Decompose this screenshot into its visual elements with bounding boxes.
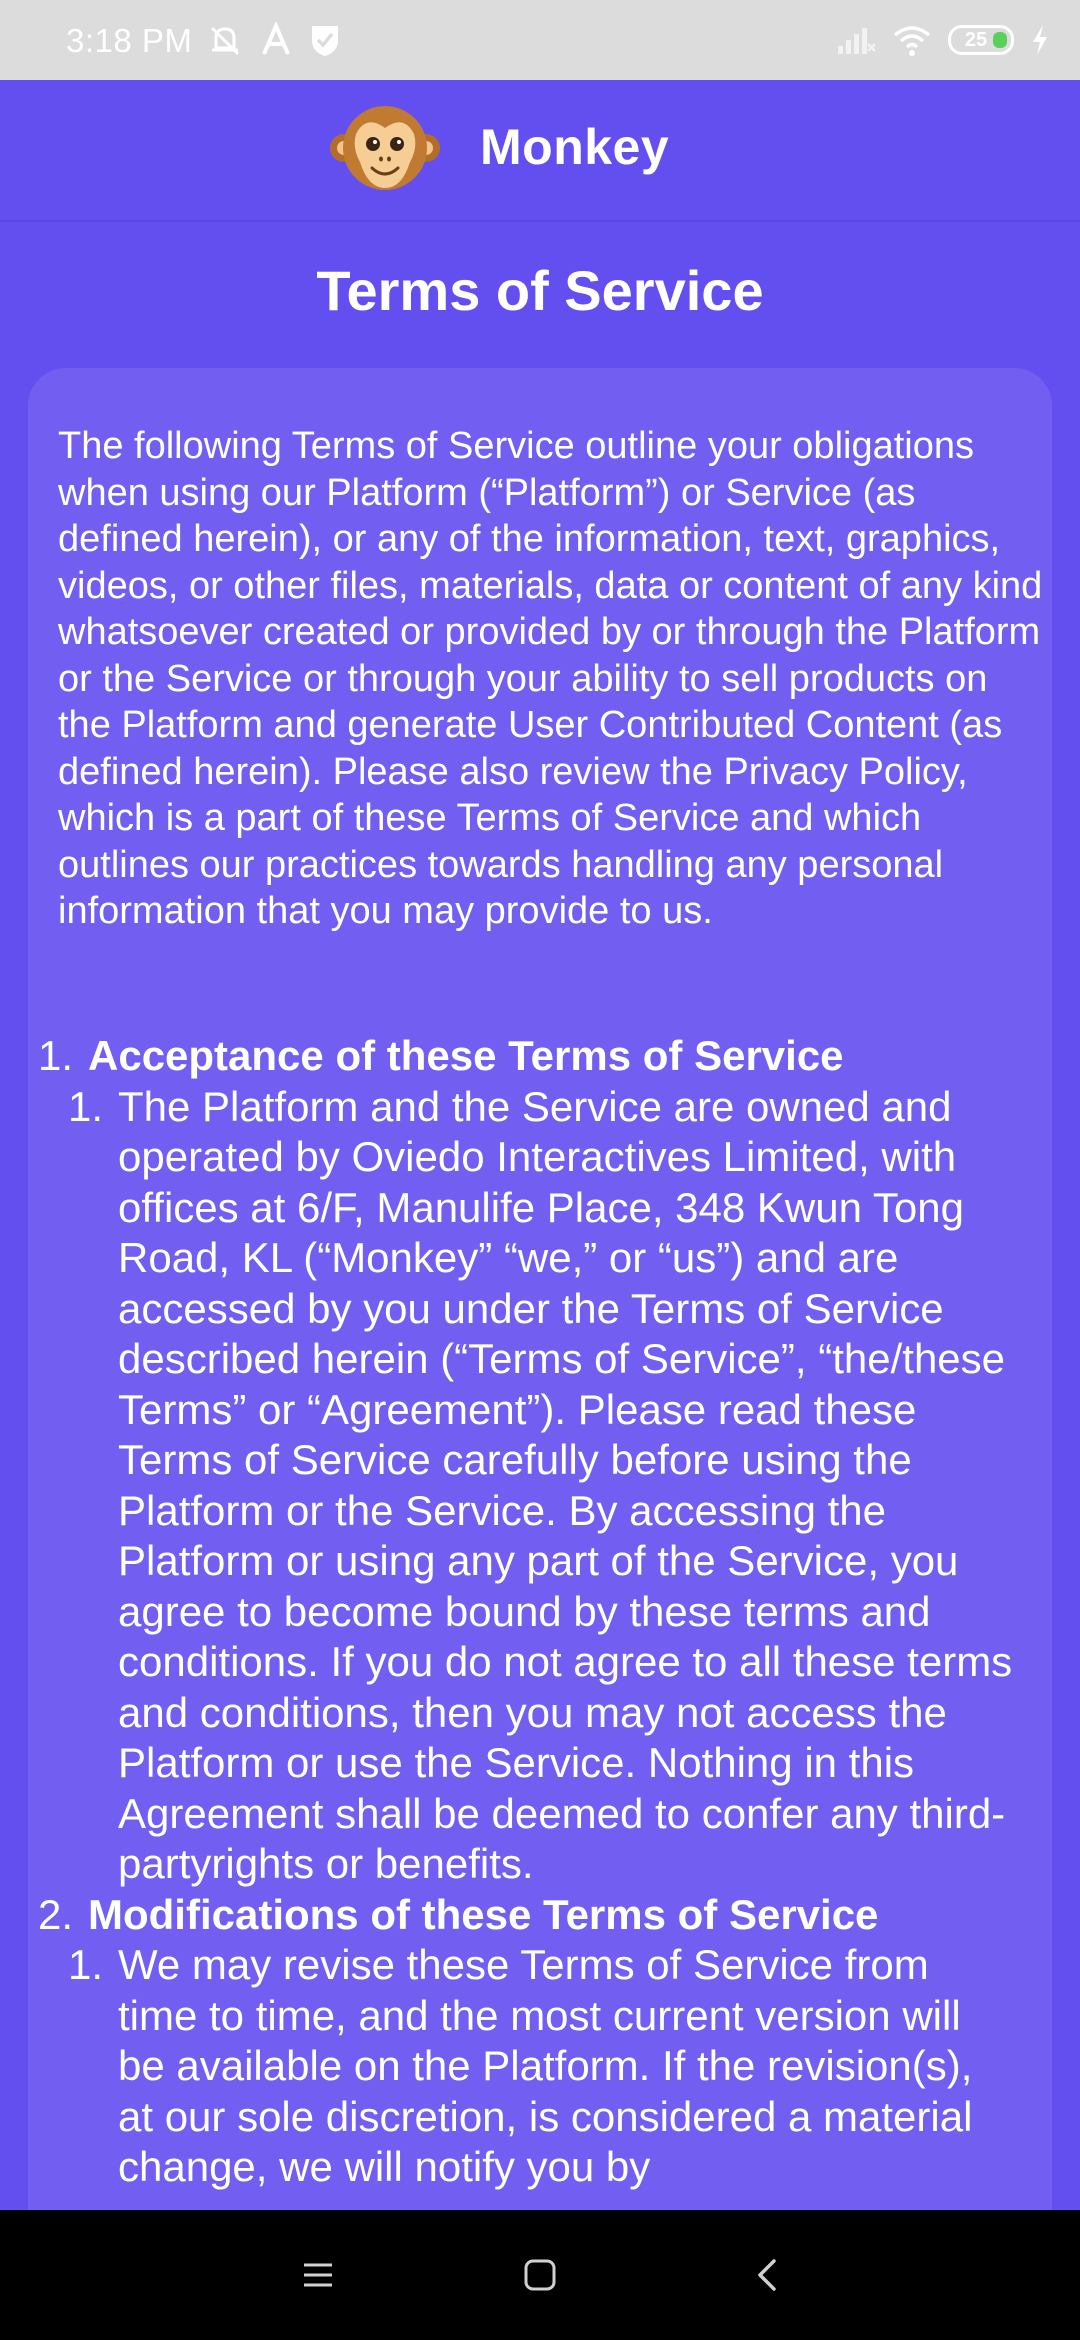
status-icons-left <box>208 20 340 60</box>
section-heading <box>38 1890 1048 1941</box>
mute-bell-icon <box>208 22 242 58</box>
section-item <box>38 1082 1048 1890</box>
section-title: Modifications of these Terms of Service <box>88 1890 879 1938</box>
back-chevron-icon[interactable] <box>748 2255 788 2295</box>
battery-level <box>993 32 1007 48</box>
item-text: The Platform and the Service are owned and operated by Oviedo Interactives Limited, with offices at 6/F, Manulife Place, 348 Kwun Tong Road, KL (“Monkey” “we,” or “us”) and are accessed by you under the Terms of Service described herein (“Terms of Service”, “the/these Terms” or “Agreement”). Please read these Terms of Service carefully before using the Platform or the Service. By accessing the Platform or using any part of the Service, you agree to become bound by these terms and conditions. If you do not agree to all these terms and conditions, then you may not access the Platform or use the Service. Nothing in this Agreement shall be deemed to confer any third-partyrights or benefits. <box>118 1082 1013 1887</box>
status-time: 3:18 PM <box>66 22 193 59</box>
section-number: 2. <box>38 1890 74 1938</box>
wifi-icon <box>892 23 932 57</box>
home-square-icon[interactable] <box>520 2255 560 2295</box>
charging-bolt-icon <box>1030 23 1050 57</box>
app-name: Monkey <box>480 119 670 175</box>
item-text: We may revise these Terms of Service from time to time, and the most current version will be available on the Platform. If the revision(s), at our sole discretion, is considered a material change, we will notify you by <box>118 1941 973 2190</box>
app-header <box>0 80 1080 222</box>
battery-percent: 25 <box>964 28 988 51</box>
navigation-bar <box>0 2210 1080 2340</box>
section-number: 1. <box>38 1032 74 1079</box>
section-title: Acceptance of these Terms of Service <box>88 1032 844 1079</box>
section-heading <box>38 1031 1048 1082</box>
terms-sections <box>38 1031 1048 2193</box>
signal-icon <box>836 24 876 56</box>
font-a-icon <box>260 22 292 58</box>
battery-icon <box>948 25 1014 55</box>
status-icons-right <box>836 20 1050 60</box>
shield-check-icon <box>310 22 340 58</box>
menu-icon[interactable] <box>298 2255 338 2295</box>
status-bar <box>0 0 1080 80</box>
item-number: 1. <box>68 1082 104 1130</box>
item-number: 1. <box>68 1941 104 1988</box>
intro-paragraph: The following Terms of Service outline your obligations when using our Platform (“Platform”) or Service (as defined herein), or any of the information, text, graphics, videos, or other files, materials, data or content of any kind whatsoever created or provided by or through the Platform or the Service or through your ability to sell products on the Platform and generate User Contributed Content (as defined herein). Please also review the Privacy Policy, which is a part of these Terms of Service and which outlines our practices towards handling any personal information that you may provide to us. <box>58 425 1043 932</box>
section-item <box>38 1940 1048 2193</box>
terms-content-card[interactable] <box>28 368 1052 2268</box>
page-title: Terms of Service <box>316 259 764 322</box>
monkey-face-icon <box>330 102 440 198</box>
